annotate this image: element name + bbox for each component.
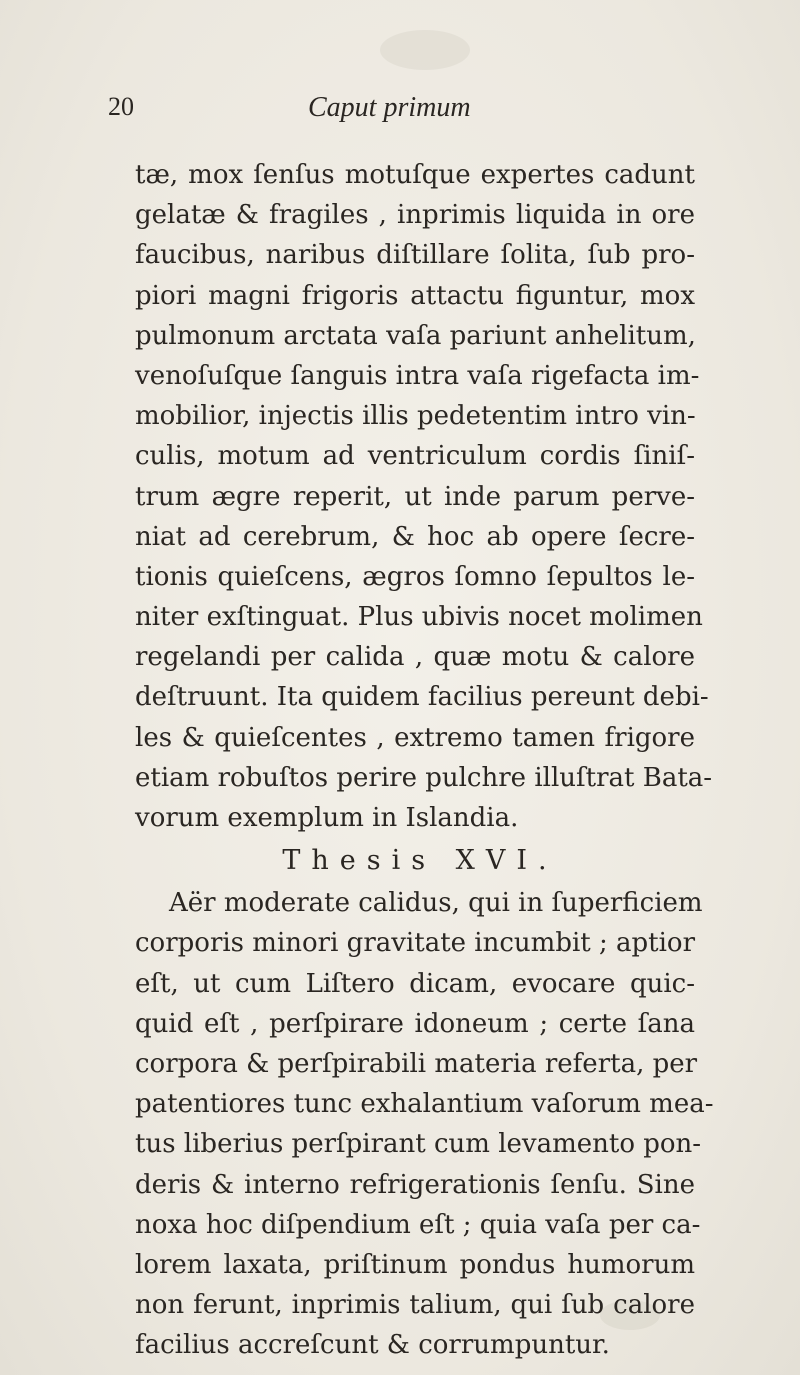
text-line: les & quieſcentes , extremo tamen frigore [135, 722, 695, 753]
text-line: eſt, ut cum Liſtero dicam, evocare quic- [135, 968, 695, 999]
text-line: etiam robuſtos perire pulchre illuſtrat Bata- [135, 762, 713, 793]
text-line: vorum exemplum in Islandia. [135, 803, 519, 833]
thesis-heading: Thesis XVI. [282, 845, 558, 877]
text-line: trum ægre reperit, ut inde parum perve- [135, 481, 695, 512]
text-line: faucibus, naribus diſtillare ſolita, ſub pro- [135, 240, 695, 271]
text-line: regelandi per calida , quæ motu & calore [135, 642, 695, 673]
page-number: 20 [108, 92, 134, 121]
text-line: tæ, mox ſenſus motuſque expertes cadunt [135, 160, 695, 190]
body-text [135, 155, 714, 1365]
paper-stain [380, 30, 470, 70]
text-line: corpora & perſpirabili materia referta, per [135, 1048, 698, 1079]
text-line: tus liberius perſpirant cum levamento pon- [135, 1129, 702, 1160]
text-line: gelatæ & fragiles , inprimis liquida in ore [135, 200, 695, 231]
text-line: non ferunt, inprimis talium, qui ſub calore [135, 1290, 695, 1321]
text-line: patentiores tunc exhalantium vaſorum mea- [135, 1089, 714, 1120]
text-line: Aër moderate calidus, qui in ſuperficiem [169, 888, 703, 919]
text-line: culis, motum ad ventriculum cordis ſiniſ- [135, 441, 695, 472]
text-line: corporis minori gravitate incumbit ; aptior [135, 928, 696, 959]
text-line: deris & interno refrigerationis ſenſu. Sine [135, 1169, 695, 1200]
text-line: piori magni frigoris attactu figuntur, mox [135, 280, 695, 311]
text-line: noxa hoc diſpendium eſt ; quia vaſa per ca- [135, 1209, 701, 1240]
text-line: niter exſtinguat. Plus ubivis nocet molimen [135, 602, 703, 633]
text-line: lorem laxata, priſtinum pondus humorum [135, 1249, 695, 1280]
text-line: quid eſt , perſpirare idoneum ; certe ſana [135, 1008, 695, 1039]
running-head [108, 92, 708, 132]
text-line: deſtruunt. Ita quidem facilius pereunt debi- [135, 682, 709, 713]
text-line: niat ad cerebrum, & hoc ab opere ſecre- [135, 521, 695, 552]
text-line: pulmonum arctata vaſa pariunt anhelitum, [135, 320, 696, 351]
text-line: mobilior, injectis illis pedetentim intro vin- [135, 401, 696, 432]
text-line: facilius accreſcunt & corrumpuntur. [135, 1330, 610, 1361]
running-title: Caput primum [308, 92, 471, 123]
text-line: tionis quieſcens, ægros ſomno ſepultos le- [135, 561, 695, 592]
text-line: venoſuſque ſanguis intra vaſa rigefacta im- [135, 360, 700, 391]
